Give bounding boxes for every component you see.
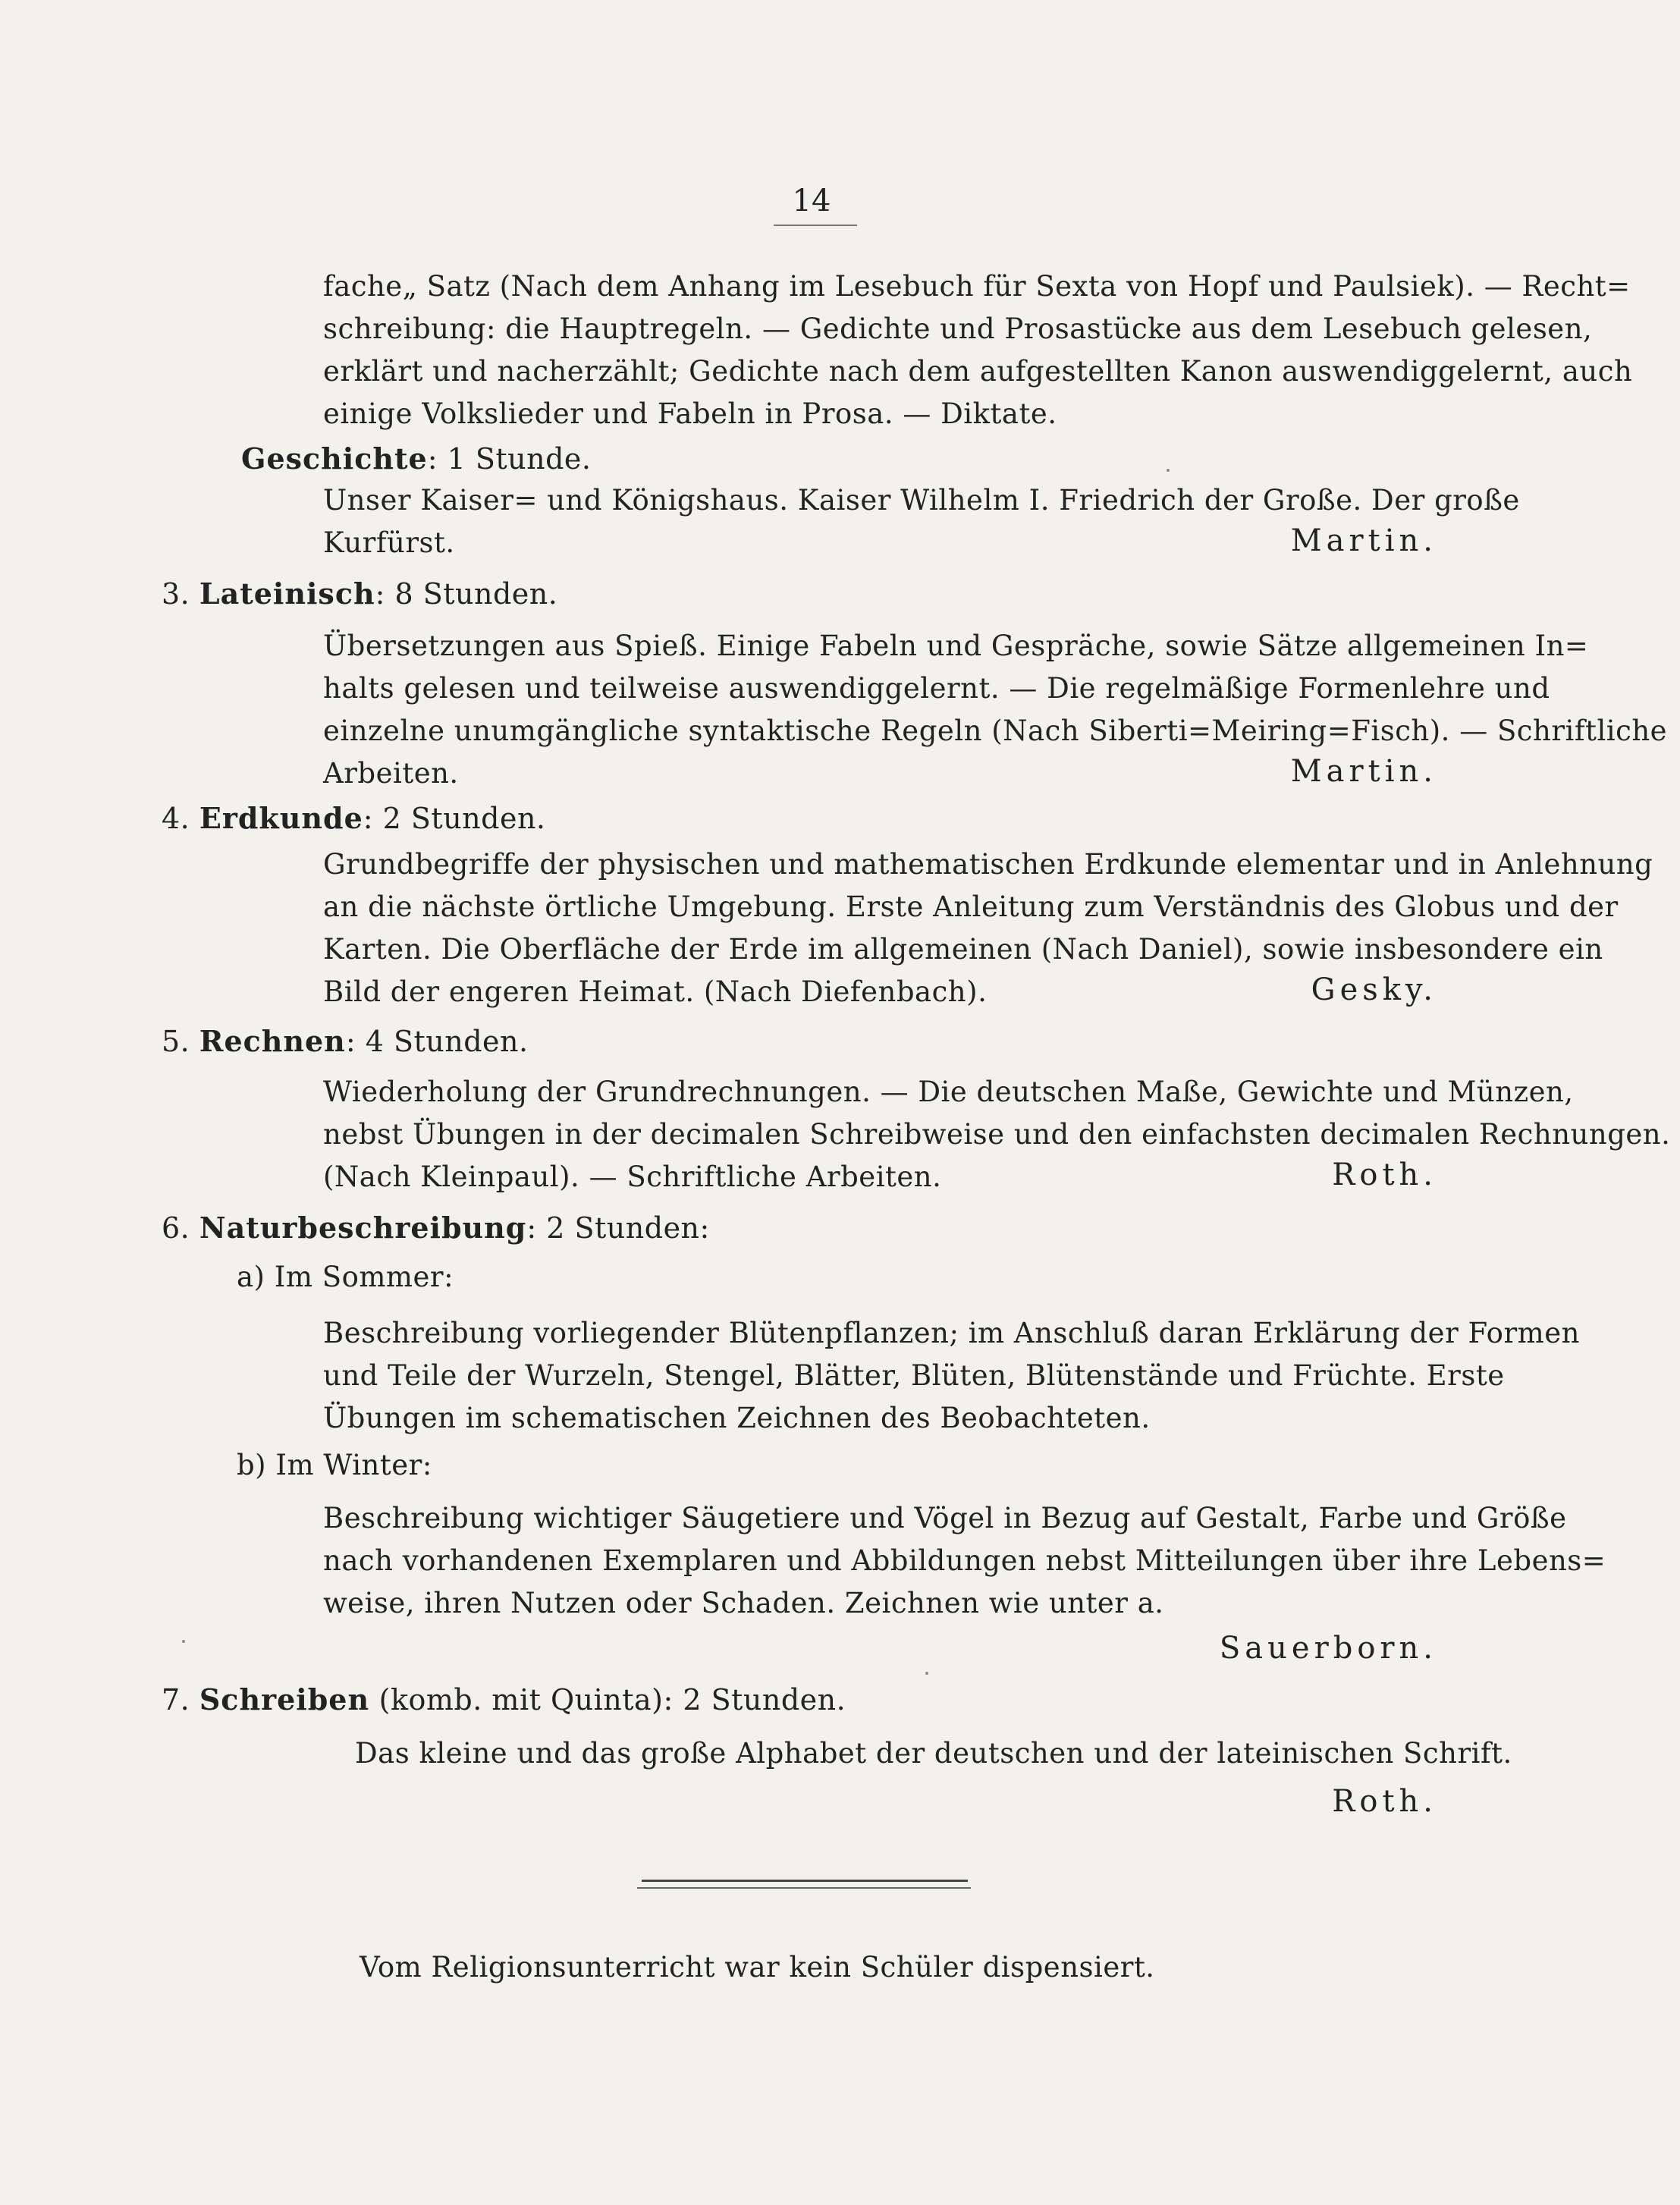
geschichte-line-2: Kurfürst. [323, 526, 455, 559]
teacher-name: Gesky. [1311, 972, 1437, 1007]
section-title: Erdkunde [199, 801, 363, 835]
section-geschichte-heading [241, 441, 592, 476]
section-hours: : 4 Stunden. [345, 1025, 529, 1058]
teacher-name: Roth. [1332, 1157, 1437, 1192]
section-hours: : 8 Stunden. [375, 577, 558, 611]
latein-line-4: Arbeiten. [323, 757, 459, 790]
natur-sommer-line-1: Beschreibung vorliegender Blütenpflanzen; im Anschluß daran Erklärung der Formen [323, 1317, 1580, 1349]
section-title: Geschichte [241, 441, 428, 476]
intro-line-1: fache„ Satz (Nach dem Anhang im Lesebuch für Sexta von Hopf und Paulsiek). — Recht= [323, 270, 1631, 303]
intro-line-4: einige Volkslieder und Fabeln in Prosa. — Diktate. [323, 397, 1057, 430]
rechnen-line-3: (Nach Kleinpaul). — Schriftliche Arbeiten. [323, 1161, 942, 1193]
paper-speck [182, 1640, 185, 1643]
rechnen-line-2: nebst Übungen in der decimalen Schreibweise und den einfachsten decimalen Rechnungen. [323, 1118, 1671, 1151]
section-latein-heading [162, 576, 557, 611]
intro-line-3: erklärt und nacherzählt; Gedichte nach dem aufgestellten Kanon auswendiggelernt, auch [323, 355, 1633, 388]
section-divider [642, 1880, 968, 1882]
erdkunde-line-4: Bild der engeren Heimat. (Nach Diefenbach). [323, 975, 988, 1008]
section-hours: (komb. mit Quinta): 2 Stunden. [378, 1683, 846, 1717]
natur-winter-line-2: nach vorhandenen Exemplaren und Abbildungen nebst Mitteilungen über ihre Lebens= [323, 1544, 1606, 1577]
section-number: 5. [162, 1025, 190, 1058]
section-title: Naturbeschreibung [199, 1211, 527, 1245]
erdkunde-line-1: Grundbegriffe der physischen und mathematischen Erdkunde elementar und in Anlehnung [323, 848, 1653, 881]
schreiben-line-1: Das kleine und das große Alphabet der deutschen und der lateinischen Schrift. [355, 1737, 1512, 1770]
section-schreiben-heading [162, 1682, 846, 1717]
paper-speck [1167, 469, 1170, 472]
natur-winter-line-1: Beschreibung wichtiger Säugetiere und Vögel in Bezug auf Gestalt, Farbe und Größe [323, 1502, 1567, 1534]
latein-line-3: einzelne unumgängliche syntaktische Regeln (Nach Siberti=Meiring=Fisch). — Schriftliche [323, 715, 1668, 747]
section-hours: : 1 Stunde. [427, 442, 592, 476]
section-hours: : 2 Stunden. [363, 802, 546, 835]
erdkunde-line-3: Karten. Die Oberfläche der Erde im allgemeinen (Nach Daniel), sowie insbesondere ein [323, 933, 1603, 966]
rechnen-line-1: Wiederholung der Grundrechnungen. — Die deutschen Maße, Gewichte und Münzen, [323, 1076, 1574, 1108]
section-number: 6. [162, 1211, 190, 1245]
section-number: 4. [162, 802, 190, 835]
section-title: Schreiben [199, 1682, 370, 1717]
teacher-name: Martin. [1290, 523, 1437, 558]
natur-sommer-line-3: Übungen im schematischen Zeichnen des Beobachteten. [323, 1402, 1151, 1434]
teacher-name: Roth. [1332, 1784, 1437, 1819]
section-erdkunde-heading [162, 801, 546, 835]
latein-line-2: halts gelesen und teilweise auswendiggelernt. — Die regelmäßige Formenlehre und [323, 672, 1550, 705]
geschichte-line-1: Unser Kaiser= und Königshaus. Kaiser Wilhelm I. Friedrich der Große. Der große [323, 484, 1520, 517]
section-number: 7. [162, 1683, 190, 1717]
page-number: 14 [792, 184, 831, 218]
section-title: Rechnen [199, 1024, 346, 1058]
section-hours: : 2 Stunden: [526, 1211, 710, 1245]
paper-speck [925, 1672, 928, 1675]
section-natur-heading [162, 1211, 710, 1245]
natur-sommer-label: a) Im Sommer: [237, 1261, 454, 1293]
latein-line-1: Übersetzungen aus Spieß. Einige Fabeln und Gespräche, sowie Sätze allgemeinen In= [323, 630, 1589, 662]
natur-winter-label: b) Im Winter: [237, 1449, 432, 1481]
footer-note: Vom Religionsunterricht war kein Schüler dispensiert. [360, 1951, 1155, 1984]
section-rechnen-heading [162, 1024, 529, 1058]
teacher-name: Martin. [1290, 754, 1437, 789]
section-number: 3. [162, 577, 190, 611]
section-title: Lateinisch [199, 576, 375, 611]
natur-winter-line-3: weise, ihren Nutzen oder Schaden. Zeichnen wie unter a. [323, 1587, 1164, 1619]
natur-sommer-line-2: und Teile der Wurzeln, Stengel, Blätter, Blüten, Blütenstände und Früchte. Erste [323, 1359, 1505, 1392]
teacher-name: Sauerborn. [1219, 1631, 1437, 1666]
intro-line-2: schreibung: die Hauptregeln. — Gedichte und Prosastücke aus dem Lesebuch gelesen, [323, 313, 1593, 345]
page-number-rule [774, 225, 857, 226]
section-divider-thin [637, 1887, 971, 1889]
erdkunde-line-2: an die nächste örtliche Umgebung. Erste Anleitung zum Verständnis des Globus und der [323, 890, 1619, 923]
